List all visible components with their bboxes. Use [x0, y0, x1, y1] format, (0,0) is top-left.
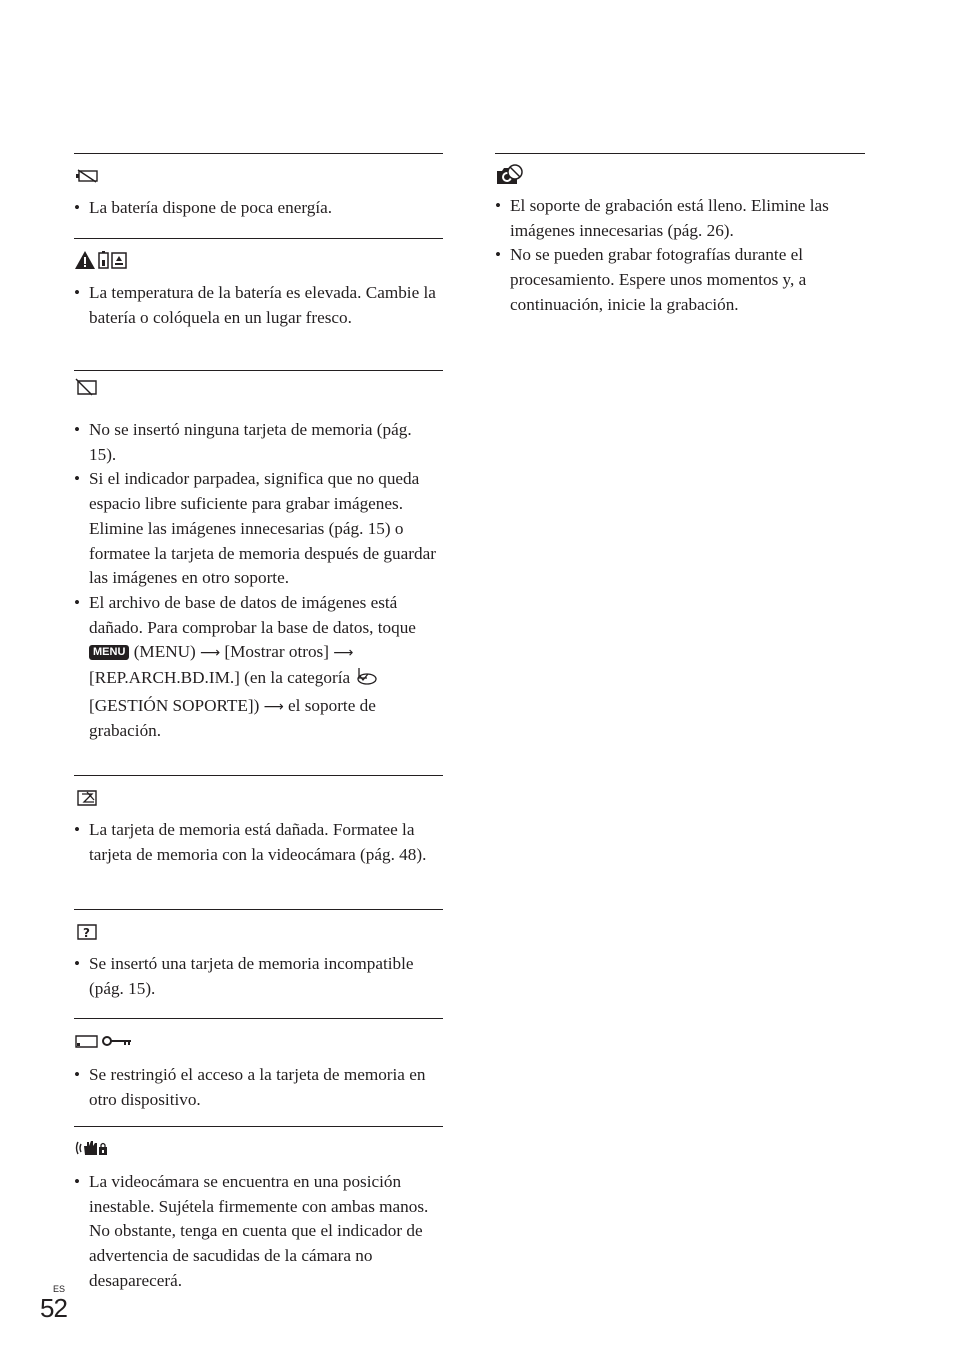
arrow-right-icon: ⟶	[263, 698, 284, 715]
list-item: • La videocámara se encuentra en una posición inestable. Sujétela firmemente con ambas manos. No obstante, tenga en cuenta que el indicador de advertencia de sacudidas de la cámara no desaparecerá.	[74, 1170, 443, 1294]
camera-shake-warning-icon	[74, 1138, 443, 1160]
media-management-category-icon	[354, 666, 378, 694]
low-battery-icon	[74, 168, 443, 190]
list-item: • No se insertó ninguna tarjeta de memoria (pág. 15).	[74, 418, 443, 467]
section-no-memory-card	[74, 370, 443, 775]
section-memory-card-locked	[74, 1018, 443, 1126]
arrow-right-icon: ⟶	[333, 645, 354, 662]
memory-card-locked-icon	[74, 1031, 443, 1053]
arrow-right-icon: ⟶	[200, 645, 221, 662]
photo-recording-disabled-icon	[495, 164, 865, 186]
section-camera-shake-warning	[74, 1126, 443, 1292]
list-item: • Se restringió el acceso a la tarjeta de memoria en otro dispositivo.	[74, 1063, 443, 1112]
section-photo-recording-disabled	[495, 153, 865, 324]
section-low-battery	[74, 153, 443, 238]
list-item: • La batería dispone de poca energía.	[74, 196, 443, 221]
svg-text:?: ?	[83, 926, 90, 940]
list-item: • La tarjeta de memoria está dañada. Formatee la tarjeta de memoria con la videocámara (pág. 48).	[74, 818, 443, 867]
list-item: • La temperatura de la batería es elevada. Cambie la batería o colóquela en un lugar fresco.	[74, 281, 443, 330]
damaged-memory-card-icon	[74, 788, 443, 810]
list-item: • El soporte de grabación está lleno. Elimine las imágenes innecesarias (pág. 26).	[495, 194, 865, 243]
page-number: 52	[40, 1293, 67, 1323]
list-item-database: • El archivo de base de datos de imágenes está dañado. Para comprobar la base de datos, toque MENU (MENU) ⟶ [Mostrar otros] ⟶ [REP.ARCH.BD.IM.] (en la categoría [GESTIÓN SOPORTE]) ⟶ el soporte de grabación.	[74, 591, 443, 744]
language-code: ES	[53, 1284, 66, 1294]
menu-button-icon: MENU	[89, 645, 129, 660]
list-item: • Si el indicador parpadea, significa que no queda espacio libre suficiente para grabar imágenes. Elimine las imágenes innecesarias (pág. 15) o formatee la tarjeta de memoria después de guardar las imágenes en otro soporte.	[74, 467, 443, 591]
list-item: • Se insertó una tarjeta de memoria incompatible (pág. 15).	[74, 952, 443, 1001]
section-battery-temperature	[74, 238, 443, 370]
battery-temperature-warning-icon	[74, 249, 443, 271]
left-column	[74, 153, 443, 1292]
no-memory-card-icon	[74, 377, 443, 399]
list-item: • No se pueden grabar fotografías durante el procesamiento. Espere unos momentos y, a continuación, inicie la grabación.	[495, 243, 865, 317]
section-damaged-memory-card	[74, 775, 443, 909]
right-column	[495, 153, 865, 324]
incompatible-memory-card-icon	[74, 922, 443, 944]
section-incompatible-memory-card	[74, 909, 443, 1018]
